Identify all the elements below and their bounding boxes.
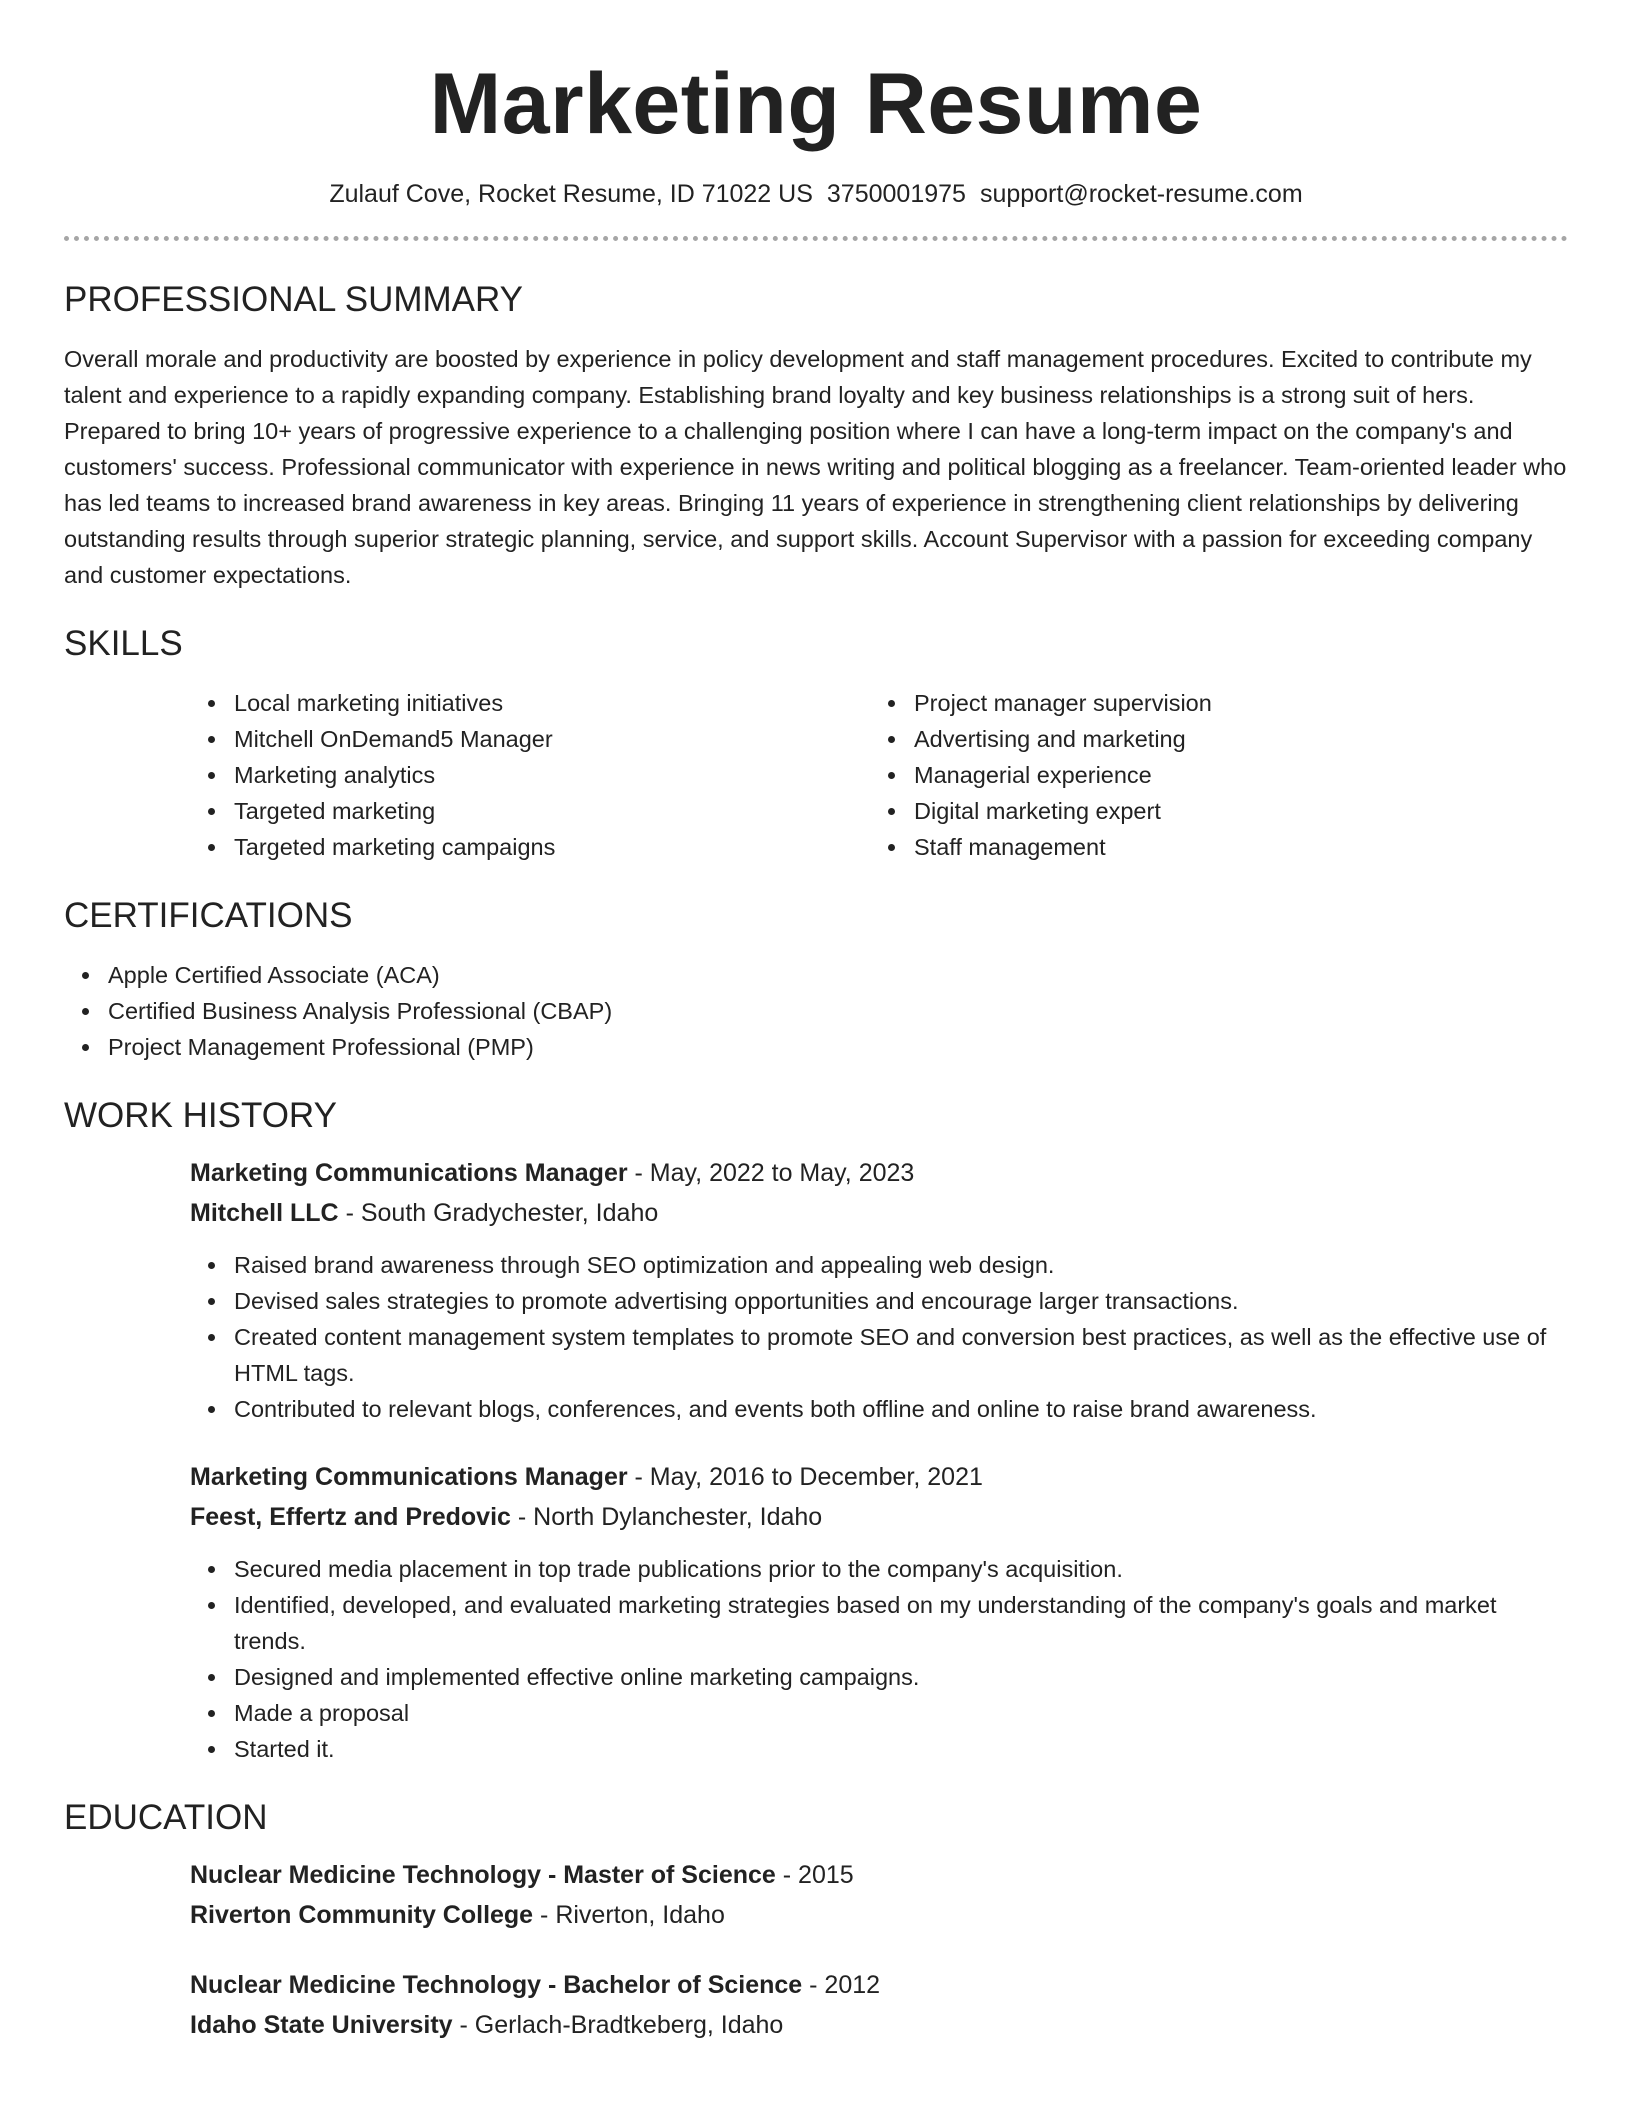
job-company: Mitchell LLC [190,1199,339,1227]
job-duty-item: Identified, developed, and evaluated marketing strategies based on my understanding of the company's goals and market trends. [234,1587,1568,1659]
degree-line [190,1965,1568,2005]
skill-item: Mitchell OnDemand5 Manager [234,721,870,757]
school-name: Riverton Community College [190,1901,534,1929]
skill-item: Targeted marketing [234,793,870,829]
job-duty-item: Secured media placement in top trade publications prior to the company's acquisition. [234,1551,1568,1587]
job-duty-item: Devised sales strategies to promote advertising opportunities and encourage larger transactions. [234,1283,1568,1319]
skill-item: Advertising and marketing [914,721,1550,757]
summary-text: Overall morale and productivity are boosted by experience in policy development and staff management procedures. Excited to contribute my talent and experience to a rapidly expanding company. Establishing brand loyalty and key business relationships is a strong suit of hers. Prepared to bring 10+ years of progressive experience to a challenging position where I can have a long-term impact on the company's and customers' success. Professional communicator with experience in news writing and political blogging as a freelancer. Team-oriented leader who has led teams to increased brand awareness in key areas. Bringing 11 years of experience in strengthening client relationships by delivering outstanding results through superior strategic planning, service, and support skills. Account Supervisor with a passion for exceeding company and customer expectations. [64,346,1567,588]
degree-year: - 2012 [809,1971,881,1999]
certifications-list [64,957,1568,1065]
resume-title: Marketing Resume [429,56,1203,152]
job-company: Feest, Effertz and Predovic [190,1503,511,1531]
job-dates: - May, 2022 to May, 2023 [634,1159,915,1187]
job-location: - South Gradychester, Idaho [345,1199,659,1227]
skill-item: Project manager supervision [914,685,1550,721]
school-location: - Riverton, Idaho [540,1901,725,1929]
skill-item: Staff management [914,829,1550,865]
skills-section [64,623,1568,865]
skill-item: Managerial experience [914,757,1550,793]
skill-item: Targeted marketing campaigns [234,829,870,865]
job-duty-item: Made a proposal [234,1695,1568,1731]
job-duty-item: Started it. [234,1731,1568,1767]
contact-email[interactable]: support@rocket-resume.com [979,180,1303,208]
job-company-line [190,1497,1568,1537]
school-line [190,1895,1568,1935]
summary-heading: PROFESSIONAL SUMMARY [64,280,523,319]
contact-phone: 3750001975 [826,180,966,208]
job-duty-item: Contributed to relevant blogs, conferences, and events both offline and online to raise brand awareness. [234,1391,1568,1427]
school-name: Idaho State University [190,2011,453,2039]
degree-line [190,1855,1568,1895]
job-duties-list [190,1247,1568,1427]
work-history-heading: WORK HISTORY [64,1096,337,1135]
skills-column-right [870,685,1550,865]
job-duty-item: Raised brand awareness through SEO optimization and appealing web design. [234,1247,1568,1283]
certifications-section [64,895,1568,1065]
skill-item: Local marketing initiatives [234,685,870,721]
job-duties-list [190,1551,1568,1767]
certification-item: Certified Business Analysis Professional (CBAP) [108,993,1568,1029]
certification-item: Apple Certified Associate (ACA) [108,957,1568,993]
job-dates: - May, 2016 to December, 2021 [634,1463,983,1491]
job-duty-item: Created content management system templates to promote SEO and conversion best practices, as well as the effective use of HTML tags. [234,1319,1568,1391]
job-title-line [190,1153,1568,1193]
education-heading: EDUCATION [64,1798,268,1837]
education-section [64,1797,1568,2045]
degree-name: Nuclear Medicine Technology - Bachelor of Science [190,1971,803,1999]
certification-item: Project Management Professional (PMP) [108,1029,1568,1065]
job-location: - North Dylanchester, Idaho [517,1503,823,1531]
degree-year: - 2015 [782,1861,854,1889]
summary-section [64,279,1568,593]
job-role: Marketing Communications Manager [190,1463,628,1491]
job-title-line [190,1457,1568,1497]
skill-item: Digital marketing expert [914,793,1550,829]
job-duty-item: Designed and implemented effective online marketing campaigns. [234,1659,1568,1695]
header-divider [64,236,1568,241]
contact-line [64,178,1568,210]
job-company-line [190,1193,1568,1233]
degree-name: Nuclear Medicine Technology - Master of Science [190,1861,776,1889]
certifications-heading: CERTIFICATIONS [64,896,353,935]
education-entry [190,1855,1568,1935]
skills-grid [190,685,1568,865]
work-history-section [64,1095,1568,1767]
education-entry [190,1965,1568,2045]
job-role: Marketing Communications Manager [190,1159,628,1187]
resume-page [64,0,1568,2045]
skill-item: Marketing analytics [234,757,870,793]
job-entry [190,1153,1568,1427]
contact-address: Zulauf Cove, Rocket Resume, ID 71022 US [329,180,813,208]
job-entry [190,1457,1568,1767]
school-location: - Gerlach-Bradtkeberg, Idaho [459,2011,784,2039]
skills-column-left [190,685,870,865]
skills-heading: SKILLS [64,624,183,663]
school-line [190,2005,1568,2045]
